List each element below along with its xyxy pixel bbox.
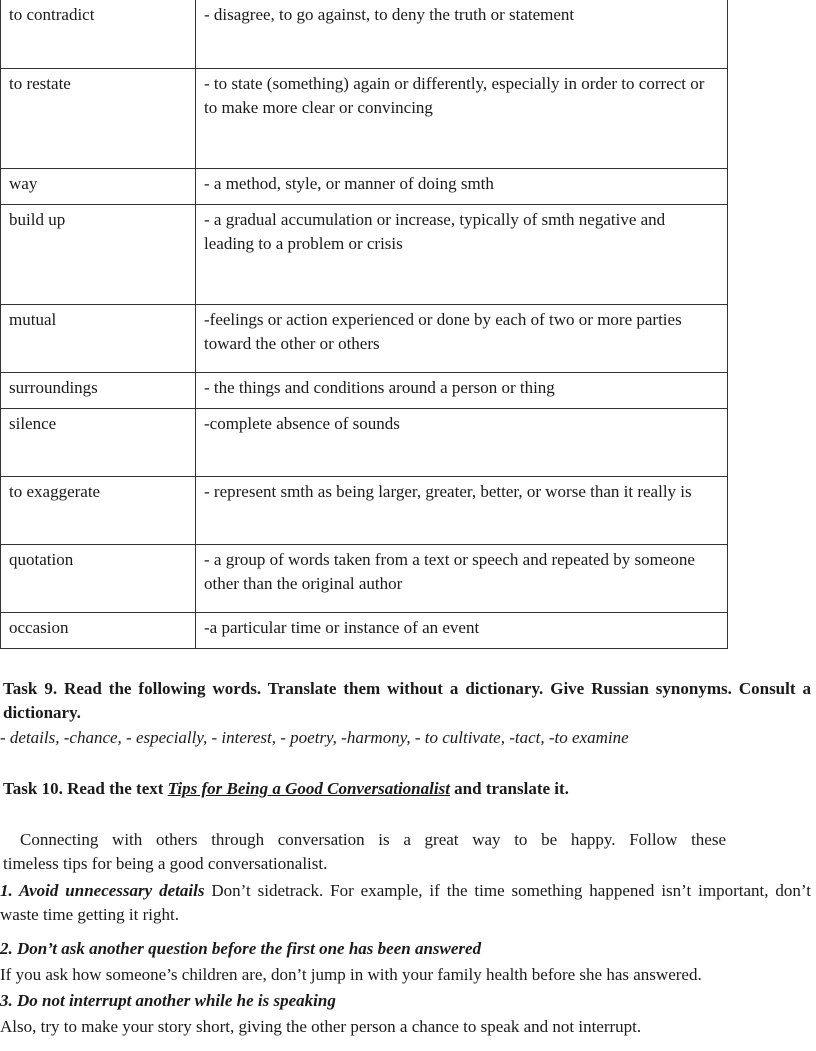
definition-cell: - a gradual accumulation or increase, typically of smth negative and leading to a problem or crisis [196, 204, 728, 304]
table-row [1, 476, 728, 544]
definition-cell: - a group of words taken from a text or speech and repeated by someone other than the original author [196, 544, 728, 612]
intro-line-2: timeless tips for being a good conversationalist. [3, 854, 328, 873]
task-10-suffix: and translate it. [449, 779, 569, 798]
definition-cell: -a particular time or instance of an event [196, 612, 728, 648]
term-cell: mutual [1, 304, 196, 372]
term-cell: to exaggerate [1, 476, 196, 544]
task-10-heading [3, 777, 815, 801]
table-row [1, 204, 728, 304]
definition-cell: - a method, style, or manner of doing smth [196, 168, 728, 204]
tip-2-heading: 2. Don’t ask another question before the first one has been answered [0, 939, 482, 958]
tip-2-body: If you ask how someone’s children are, don’t jump in with your family health before she has answered. [0, 965, 702, 984]
tip-1-body: Don’t sidetrack. For example, if the time something happened isn’t important, don’t waste time getting it right. [0, 881, 811, 924]
table-row [1, 68, 728, 168]
definition-cell: -complete absence of sounds [196, 408, 728, 476]
intro-line-1: Connecting with others through conversation is a great way to be happy. Follow these [20, 830, 726, 849]
definition-cell: - represent smth as being larger, greater, better, or worse than it really is [196, 476, 728, 544]
table-row [1, 372, 728, 408]
term-cell: to contradict [1, 0, 196, 68]
task-10-prefix: Task 10. Read the text [3, 779, 168, 798]
term-cell: build up [1, 204, 196, 304]
table-row [1, 304, 728, 372]
term-cell: way [1, 168, 196, 204]
definition-cell: - to state (something) again or differently, especially in order to correct or to make more clear or convincing [196, 68, 728, 168]
task-9-word-list: - details, -chance, - especially, - interest, - poetry, -harmony, - to cultivate, -tact, -to examine [0, 728, 629, 747]
term-cell: quotation [1, 544, 196, 612]
table-row [1, 544, 728, 612]
definition-cell: - disagree, to go against, to deny the truth or statement [196, 0, 728, 68]
term-cell: silence [1, 408, 196, 476]
task-9-heading: Task 9. Read the following words. Translate them without a dictionary. Give Russian synonyms. Consult a dictionary. [3, 679, 811, 722]
definition-cell: -feelings or action experienced or done by each of two or more parties toward the other or others [196, 304, 728, 372]
table-row [1, 168, 728, 204]
term-cell: surroundings [1, 372, 196, 408]
term-cell: to restate [1, 68, 196, 168]
definition-cell: - the things and conditions around a person or thing [196, 372, 728, 408]
table-row [1, 0, 728, 68]
text-title: Tips for Being a Good Conversationalist [167, 779, 450, 798]
table-row [1, 408, 728, 476]
tip-1-heading: 1. Avoid unnecessary details [0, 881, 205, 900]
tip-3-heading: 3. Do not interrupt another while he is speaking [0, 991, 336, 1010]
term-cell: occasion [1, 612, 196, 648]
table-row [1, 612, 728, 648]
tip-3-body: Also, try to make your story short, giving the other person a chance to speak and not interrupt. [0, 1017, 642, 1036]
intro-paragraph [3, 828, 811, 876]
tip-1-paragraph [0, 879, 811, 927]
